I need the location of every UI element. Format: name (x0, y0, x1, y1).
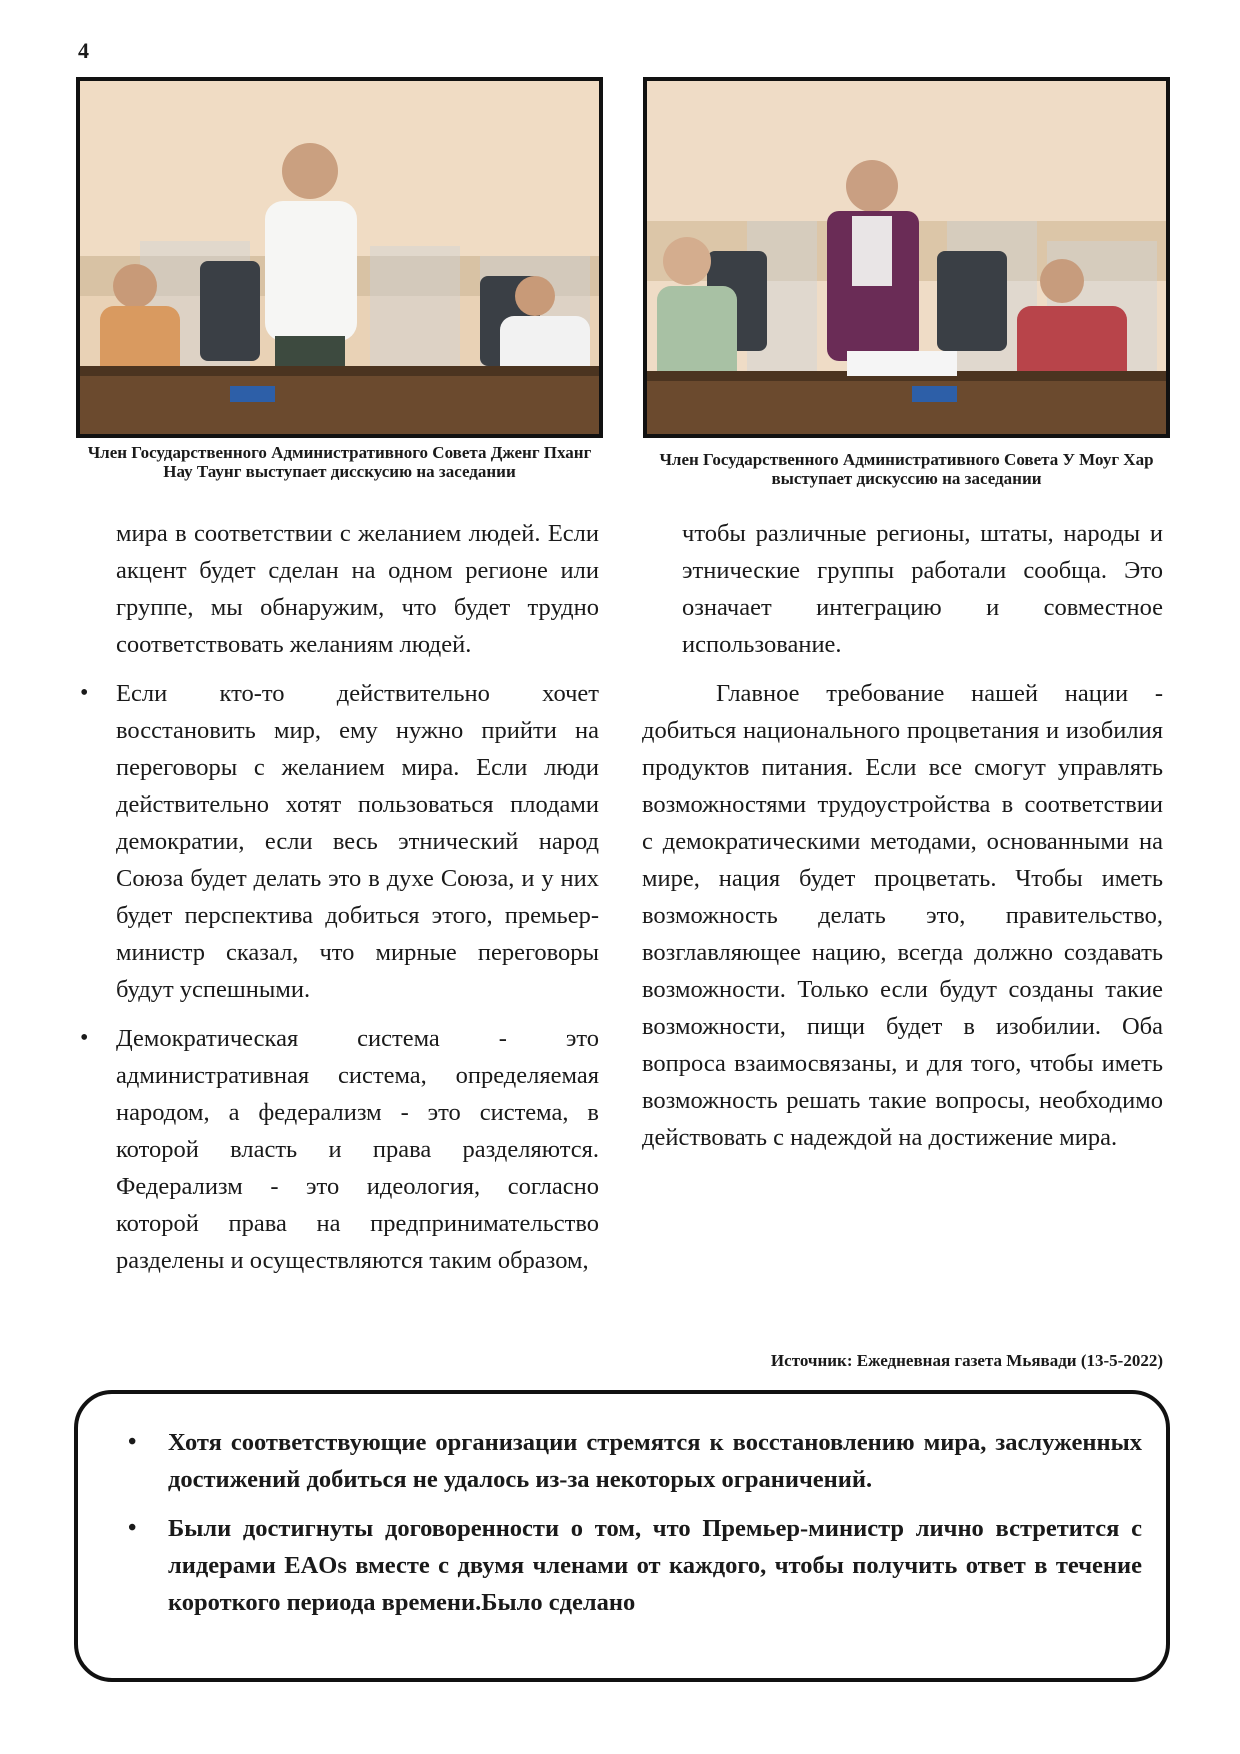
photo-speaker-left (76, 77, 603, 438)
page-number: 4 (78, 38, 89, 63)
body-paragraph: Главное требование нашей нации - добиться национального процветания и изобилия продуктов питания. Если все смогут управлять возможностями трудоустройства в соответствии с демократическими методами, основанными на мире, нация будет процветать. Чтобы иметь возможность делать это, правительство, возглавляющее нацию, всегда должно создавать возможности. Только если будут созданы такие возможности, пищи будет в изобилии. Оба вопроса взаимосвязаны, и для того, чтобы иметь возможность решать такие вопросы, необходимо действовать с надеждой на достижение мира. (642, 680, 1163, 1151)
highlight-text: Хотя соответствующие организации стремятся к восстановлению мира, заслуженных достижений добиться не удалось из-за некоторых ограничений. (168, 1429, 1142, 1493)
bullet-item (76, 1020, 599, 1279)
source-citation: Источник: Ежедневная газета Мьявади (13-5-2022) (770, 1351, 1163, 1370)
meeting-photo-right (647, 81, 1166, 434)
right-column (642, 515, 1163, 1156)
continued-paragraph: мира в соответствии с желанием людей. Если акцент будет сделан на одном регионе или группе, мы обнаружим, что будет трудно соответствовать желаниям людей. (116, 520, 599, 658)
bullet-item (76, 675, 599, 1008)
photo-caption-left: Член Государственного Административного Совета Дженг Пханг Нау Таунг выступает дисскусию на заседании (87, 443, 592, 481)
photo-caption-right: Член Государственного Административного Совета У Моуг Хар выступает дискуссию на заседании (659, 450, 1154, 488)
bullet-text: Демократическая система - это административная система, определяемая народом, а федерализм - это система, в которой власть и права разделяются. Федерализм - это идеология, согласно которой права на предпринимательство разделены и осуществляются таким образом, (116, 1025, 599, 1274)
photo-speaker-right (643, 77, 1170, 438)
meeting-photo-left (80, 81, 599, 434)
highlight-item (114, 1424, 1142, 1498)
continued-paragraph: чтобы различные регионы, штаты, народы и этнические группы работали сообща. Это означает интеграцию и совместное использование. (682, 520, 1163, 658)
bullet-text: Если кто-то действительно хочет восстановить мир, ему нужно прийти на переговоры с желанием мира. Если люди действительно хотят пользоваться плодами демократии, если весь этнический народ Союза будет делать это в духе Союза, и у них будет перспектива добиться этого, премьер-министр сказал, что мирные переговоры будут успешными. (116, 680, 599, 1003)
left-column (76, 515, 599, 1279)
highlight-item (114, 1510, 1142, 1621)
bullet-icon: • (80, 680, 89, 706)
bullet-icon: • (128, 1429, 137, 1455)
highlight-list (114, 1424, 1142, 1633)
bullet-icon: • (80, 1025, 89, 1051)
bullet-icon: • (128, 1515, 137, 1541)
highlight-box (74, 1390, 1170, 1682)
highlight-text: Были достигнуты договоренности о том, что Премьер-министр лично встретится с лидерами EAOs вместе с двумя членами от каждого, чтобы получить ответ в течение короткого периода времени.Было сделано (168, 1515, 1142, 1616)
